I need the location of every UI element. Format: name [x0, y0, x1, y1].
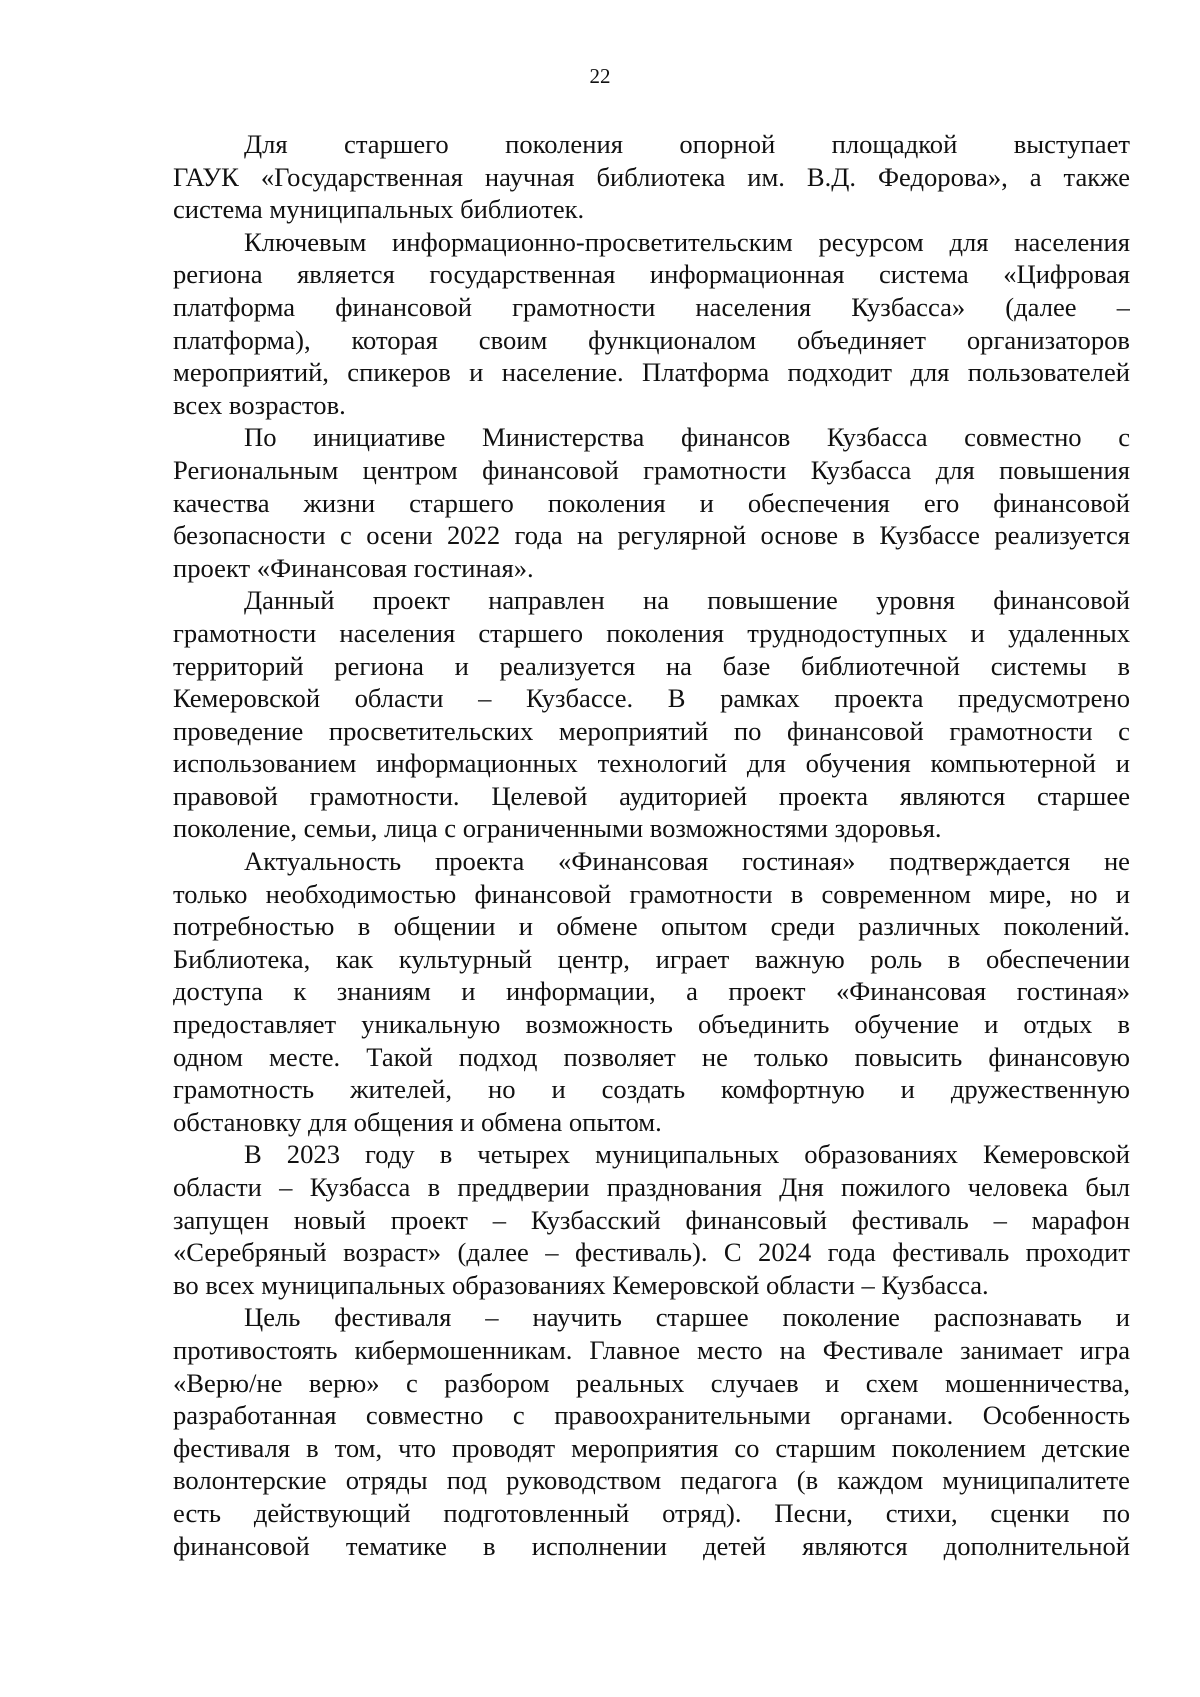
text-line: ГАУК «Государственная научная библиотека им. В.Д. Федорова», а также: [173, 161, 1130, 192]
text-line: грамотность жителей, но и создать комфортную и дружественную: [173, 1074, 1130, 1105]
text-line: Данный проект направлен на повышение уровня финансовой: [244, 585, 1130, 616]
text-line: разработанная совместно с правоохранительными органами. Особенность: [173, 1400, 1130, 1431]
text-line: потребностью в общении и обмене опытом среди различных поколений.: [173, 911, 1130, 942]
text-line: предоставляет уникальную возможность объединить обучение и отдых в: [173, 1009, 1130, 1040]
text-line: качества жизни старшего поколения и обеспечения его финансовой: [173, 487, 1130, 518]
document-body: [173, 128, 1130, 1562]
text-line: мероприятий, спикеров и население. Платформа подходит для пользователей: [173, 357, 1130, 388]
paragraph: [173, 1301, 1130, 1562]
paragraph: [173, 845, 1130, 1138]
paragraph: [173, 226, 1130, 422]
paragraph: [173, 1138, 1130, 1301]
text-line: Кемеровской области – Кузбассе. В рамках проекта предусмотрено: [173, 683, 1130, 714]
text-line: безопасности с осени 2022 года на регулярной основе в Кузбассе реализуется: [173, 520, 1130, 551]
text-line: В 2023 году в четырех муниципальных образованиях Кемеровской: [244, 1139, 1130, 1170]
text-line: Библиотека, как культурный центр, играет важную роль в обеспечении: [173, 943, 1130, 974]
text-line: одном месте. Такой подход позволяет не только повысить финансовую: [173, 1041, 1130, 1072]
text-line: территорий региона и реализуется на базе библиотечной системы в: [173, 650, 1130, 681]
text-line: противостоять кибермошенникам. Главное место на Фестивале занимает игра: [173, 1334, 1130, 1365]
text-line: есть действующий подготовленный отряд). Песни, стихи, сценки по: [173, 1497, 1130, 1528]
text-line: области – Кузбасса в преддверии празднования Дня пожилого человека был: [173, 1172, 1130, 1202]
paragraph: [173, 128, 1130, 226]
text-line: «Серебряный возраст» (далее – фестиваль). С 2024 года фестиваль проходит: [173, 1237, 1130, 1268]
text-line: запущен новый проект – Кузбасский финансовый фестиваль – марафон: [173, 1204, 1130, 1235]
text-line: только необходимостью финансовой грамотности в современном мире, но и: [173, 878, 1130, 909]
text-line: Цель фестиваля – научить старшее поколение распознавать и: [244, 1302, 1130, 1333]
page-number: 22: [589, 64, 611, 88]
text-line: доступа к знаниям и информации, а проект «Финансовая гостиная»: [173, 976, 1130, 1007]
text-line: проведение просветительских мероприятий по финансовой грамотности с: [173, 715, 1130, 746]
text-line: поколение, семьи, лица с ограниченными возможностями здоровья.: [173, 813, 942, 844]
text-line: Для старшего поколения опорной площадкой выступает: [244, 129, 1130, 159]
text-line: Ключевым информационно-просветительским ресурсом для населения: [244, 226, 1130, 257]
text-line: Актуальность проекта «Финансовая гостиная» подтверждается не: [244, 846, 1130, 877]
paragraph: [173, 584, 1130, 845]
text-line: платформа финансовой грамотности населения Кузбасса» (далее –: [173, 291, 1130, 322]
text-line: фестиваля в том, что проводят мероприятия со старшим поколением детские: [173, 1432, 1130, 1463]
text-line: всех возрастов.: [173, 389, 346, 420]
text-line: система муниципальных библиотек.: [173, 194, 585, 225]
text-line: «Верю/не верю» с разбором реальных случаев и схем мошенничества,: [173, 1367, 1130, 1398]
text-line: Региональным центром финансовой грамотности Кузбасса для повышения: [173, 454, 1130, 485]
text-line: По инициативе Министерства финансов Кузбасса совместно с: [244, 422, 1130, 453]
text-line: грамотности населения старшего поколения труднодоступных и удаленных: [173, 617, 1130, 648]
text-line: региона является государственная информационная система «Цифровая: [173, 259, 1130, 290]
text-line: во всех муниципальных образованиях Кемеровской области – Кузбасса.: [173, 1269, 989, 1300]
text-line: правовой грамотности. Целевой аудиторией проекта являются старшее: [173, 780, 1130, 811]
text-line: платформа), которая своим функционалом объединяет организаторов: [173, 324, 1130, 355]
text-line: проект «Финансовая гостиная».: [173, 552, 534, 583]
text-line: обстановку для общения и обмена опытом.: [173, 1106, 662, 1137]
paragraph: [173, 421, 1130, 584]
text-line: использованием информационных технологий для обучения компьютерной и: [173, 748, 1130, 779]
text-line: финансовой тематике в исполнении детей являются дополнительной: [173, 1530, 1130, 1561]
text-line: волонтерские отряды под руководством педагога (в каждом муниципалитете: [173, 1465, 1130, 1496]
